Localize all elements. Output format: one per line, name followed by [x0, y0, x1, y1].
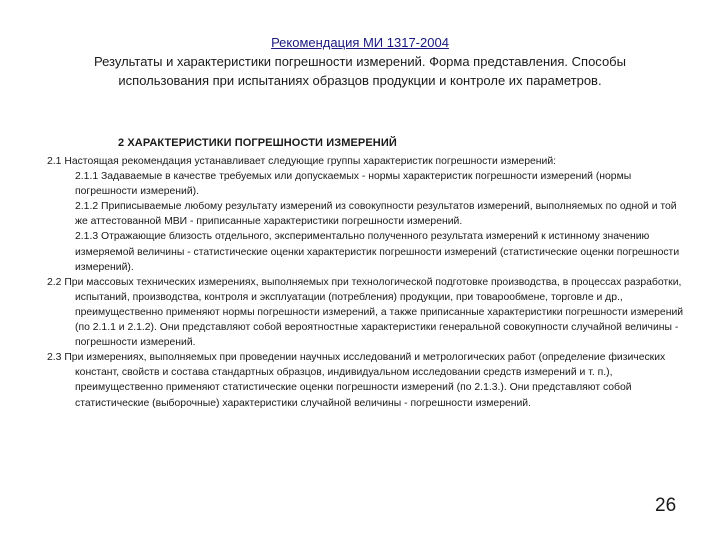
paragraph-2-1: 2.1 Настоящая рекомендация устанавливает следующие группы характеристик погрешности измерений: — [47, 156, 557, 167]
paragraph-2-2: 2.2 При массовых технических измерениях, выполняемых при технологической подготовке производства, в процессах разработки, испытаний, производства, контроля и эксплуатации (потребления) продукции, при товарообмене, торговле и др., преимущественно применяют нормы погрешности измерений, а также приписанные характеристики погрешности измерений (по 2.1.1 и 2.1.2). Они представляют собой вероятностные характеристики генеральной совокупности случайной величины - погрешности измерений. — [47, 276, 684, 349]
page-number: 26 — [655, 495, 677, 516]
paragraph-2-1-2: 2.1.2 Приписываемые любому результату измерений из совокупности результатов измерений, выполняемых по одной и той же аттестованной МВИ - приписанные характеристики погрешности измерений. — [75, 201, 677, 228]
slide-header — [60, 33, 660, 90]
paragraph-2-1-1: 2.1.1 Задаваемые в качестве требуемых или допускаемых - нормы характеристик погрешности измерений (нормы погрешности измерений). — [75, 171, 632, 198]
standard-reference-link[interactable]: Рекомендация МИ 1317-2004 — [271, 35, 449, 50]
document-subtitle: Результаты и характеристики погрешности измерений. Форма представления. Способы использования при испытаниях образцов продукции и контроле их параметров. — [94, 54, 626, 88]
section-title: 2 ХАРАКТЕРИСТИКИ ПОГРЕШНОСТИ ИЗМЕРЕНИЙ — [118, 137, 397, 149]
paragraph-2-3: 2.3 При измерениях, выполняемых при проведении научных исследований и метрологических работ (определение физических констант, свойств и состава стандартных образцов, индивидуальном исследовании средств измерений и т. п.), преимущественно применяют статистические оценки погрешности измерений (по 2.1.3.). Они представляют собой статистические (выборочные) характеристики случайной величины - погрешности измерений. — [47, 352, 666, 409]
paragraph-2-1-3: 2.1.3 Отражающие близость отдельного, экспериментально полученного результата измерений к истинному значению измеряемой величины - статистические оценки характеристик погрешности измерений (статистические оценки погрешности измерений). — [75, 231, 680, 273]
document-body — [47, 154, 687, 411]
